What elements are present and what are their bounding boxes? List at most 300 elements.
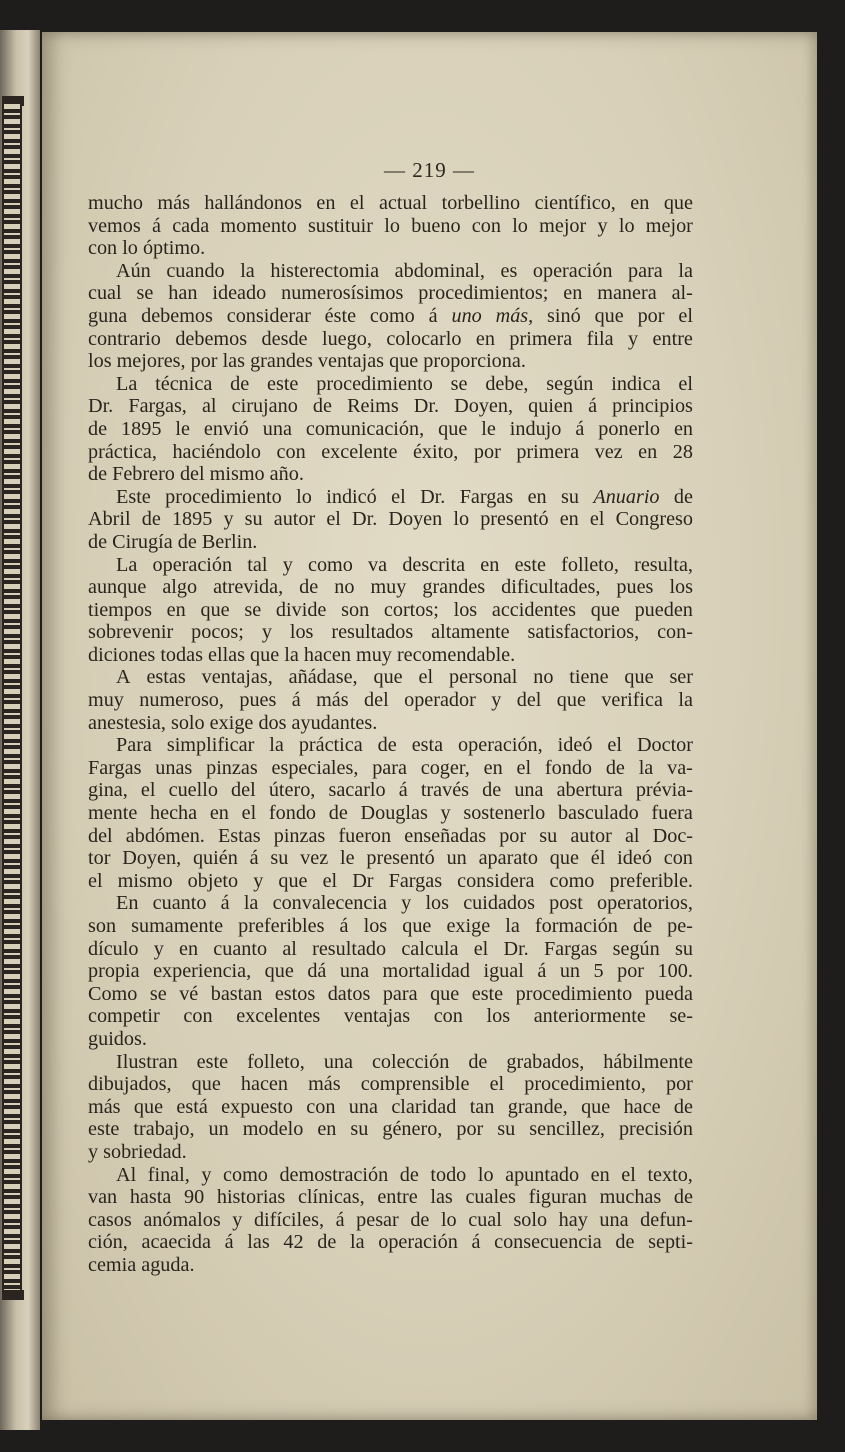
word: en [475, 327, 495, 350]
word: lo [618, 214, 635, 237]
text-line [88, 757, 693, 780]
word: Cirugía [112, 530, 178, 553]
word: ser [669, 666, 693, 689]
word: prévia- [635, 779, 693, 802]
word: todas [160, 643, 208, 666]
word: de [317, 1231, 337, 1254]
word: aguda. [141, 1253, 195, 1276]
word: folleto, [561, 553, 619, 576]
word: su [350, 1118, 369, 1141]
word: práctica [298, 734, 363, 757]
word: resultados [331, 621, 414, 644]
word: de [328, 802, 348, 825]
word: está [176, 1095, 208, 1118]
word: se [244, 598, 262, 621]
word: en [480, 553, 500, 576]
word: preferibles [238, 915, 325, 937]
word: los [88, 350, 117, 373]
word: en [559, 508, 579, 531]
word: descrita [402, 553, 466, 576]
word: y [223, 508, 234, 531]
word: de [299, 576, 319, 599]
word: A [116, 666, 131, 689]
word: cortos; [383, 598, 439, 621]
word: en [590, 1163, 610, 1186]
word: del [88, 824, 113, 847]
word: considerar [226, 304, 311, 327]
word: indicó [326, 485, 377, 508]
word: la [678, 689, 693, 712]
word: de [377, 734, 397, 757]
word: y [491, 689, 502, 712]
word: en [209, 802, 229, 825]
word: hecha [150, 802, 198, 825]
word: momento [220, 214, 297, 237]
word: calcula [401, 937, 459, 960]
word: autor [273, 508, 316, 531]
word: figuran [528, 1186, 587, 1209]
word: dibujados, [88, 1073, 172, 1096]
text-line [88, 1209, 693, 1232]
word: las [430, 1186, 453, 1209]
word: que [663, 192, 693, 214]
word: que [594, 304, 624, 327]
word: pocos; [191, 621, 244, 644]
word: considera [457, 869, 535, 892]
text-line [88, 237, 693, 260]
word: clínicas, [297, 1186, 365, 1209]
word: abdómen. [125, 824, 205, 847]
word: por [190, 350, 223, 373]
word: más [157, 192, 190, 214]
word: lo [512, 214, 528, 237]
word: del [179, 463, 210, 486]
word: quien [528, 395, 573, 418]
word: que [590, 598, 620, 621]
word: coger, [420, 756, 470, 779]
word: como [307, 553, 353, 576]
word: más [316, 689, 349, 712]
word: de [673, 485, 693, 508]
word: este [196, 1050, 229, 1073]
word: á [588, 395, 598, 418]
word: primera [516, 440, 580, 463]
word: que [624, 666, 654, 689]
word: Fargas, [128, 395, 187, 418]
word: lo [122, 237, 143, 260]
word: que [438, 417, 468, 440]
word: pueden [634, 598, 693, 621]
text-line [88, 870, 693, 893]
word: mismo [209, 463, 270, 486]
text-line [88, 192, 693, 215]
word: ideado [212, 282, 267, 305]
word: fila [586, 327, 614, 350]
word: de [468, 1050, 488, 1073]
text-line [88, 305, 693, 328]
word: acaecida [141, 1231, 211, 1254]
word: mismo [117, 869, 173, 892]
word: la [505, 915, 520, 937]
word: mejor [645, 214, 693, 237]
word: Anuario [593, 485, 660, 508]
word: 90 [183, 1186, 205, 1209]
word: sostenerlo [463, 802, 546, 825]
word: año. [269, 463, 304, 486]
text-line [88, 644, 693, 667]
word: expuesto [221, 1095, 293, 1118]
word: él [590, 847, 606, 870]
word: éxito, [412, 440, 459, 463]
word: cuidados [463, 892, 535, 915]
word: final, [147, 1163, 190, 1186]
word: dificultades, [501, 576, 601, 599]
text-line [88, 1186, 693, 1209]
word: los [289, 621, 314, 644]
word: cuales [465, 1186, 516, 1209]
word: 42 [283, 1231, 304, 1254]
word: la [240, 259, 255, 282]
word: septi- [648, 1231, 693, 1254]
word: son [341, 598, 370, 621]
word: de [482, 779, 502, 802]
word: operación, [458, 734, 543, 757]
word: que [200, 598, 230, 621]
word: apuntado [505, 1163, 580, 1186]
word: una [262, 417, 292, 440]
word: indica [611, 372, 661, 395]
word: Doctor [636, 734, 693, 757]
word: 1895 [121, 417, 162, 440]
word: principios [612, 395, 693, 418]
word: Doyen [388, 508, 443, 531]
word: procedimiento [165, 485, 282, 508]
word: tor [88, 847, 111, 870]
word: histerectomia [270, 259, 380, 282]
word: de [615, 1231, 635, 1254]
word: con [471, 214, 501, 237]
word: Fargas [543, 937, 598, 960]
word: grandes [422, 576, 486, 599]
word: Fargas [388, 869, 443, 892]
word: que [133, 1095, 164, 1118]
word: de [673, 1095, 693, 1118]
word: cuanto [213, 937, 268, 960]
word: procedimiento, [524, 1073, 646, 1096]
word: tiene [569, 666, 609, 689]
word: 5 [593, 960, 604, 983]
word: científico, [534, 192, 616, 214]
text-line [88, 486, 693, 509]
word: resulta, [634, 553, 693, 576]
text-line [88, 554, 693, 577]
word: y [628, 327, 639, 350]
word: trabajo, [133, 1118, 195, 1141]
word: se [136, 282, 154, 305]
word: son [88, 915, 117, 937]
word: procedimientos; [418, 282, 549, 305]
word: como [369, 304, 415, 327]
text-line [88, 847, 693, 870]
word: uno [451, 304, 482, 327]
word: lo [453, 508, 470, 531]
word: de [605, 756, 625, 779]
word: guna [88, 304, 128, 327]
word: 1895 [171, 508, 213, 531]
word: casos [88, 1208, 132, 1231]
word: del [516, 689, 542, 712]
word: debemos [141, 304, 213, 327]
word: ción, [88, 1231, 128, 1254]
word: operación [378, 1231, 458, 1254]
word: estos [274, 982, 316, 1005]
word: muy [370, 576, 407, 599]
word: han [168, 282, 198, 305]
word: verifica [601, 689, 663, 712]
word: mente [88, 802, 138, 825]
word: atrevida, [213, 576, 284, 599]
text-line [88, 1164, 693, 1187]
word: En [116, 892, 139, 915]
word: para [382, 982, 418, 1005]
word: más, [495, 304, 534, 327]
text-line [88, 350, 693, 373]
word: altamente [431, 621, 510, 644]
word: por [617, 960, 645, 983]
word: sumamente [131, 915, 224, 937]
word: proporciona. [423, 350, 526, 373]
word: de [673, 1186, 693, 1209]
word: al [201, 395, 217, 418]
word: envió [203, 417, 249, 440]
word: diciones [88, 643, 161, 666]
word: ventajas [343, 1005, 411, 1028]
word: fondo [544, 756, 593, 779]
word: una [348, 1095, 378, 1118]
word: ponerlo [598, 417, 660, 440]
text-line [88, 418, 693, 441]
word: anestesia, [88, 711, 171, 734]
word: el [326, 508, 341, 531]
word: exige [209, 711, 259, 734]
word: debemos [175, 327, 248, 350]
word: el [391, 485, 406, 508]
word: se- [669, 1005, 693, 1028]
word: los [486, 1005, 511, 1028]
word: Doyen, [454, 395, 514, 418]
word: técnica [155, 372, 213, 395]
word: á [249, 847, 259, 870]
word: de [88, 463, 113, 486]
word: ideó [617, 847, 652, 870]
book-page [42, 32, 817, 1420]
word: y [232, 1208, 243, 1231]
text-line [88, 734, 693, 757]
word: una [323, 1050, 353, 1073]
word: de [230, 372, 250, 395]
word: igual [483, 960, 524, 983]
word: recomendable. [396, 643, 516, 666]
word: y [282, 553, 293, 576]
word: guidos. [88, 1027, 147, 1050]
word: el [88, 869, 103, 892]
word: muchas [599, 1186, 662, 1209]
word: de [632, 915, 653, 937]
word: basculado [557, 802, 639, 825]
word: especiales, [271, 756, 359, 779]
word: pueda [644, 982, 693, 1005]
text-line [88, 983, 693, 1006]
word: los [363, 915, 388, 937]
text-line [88, 395, 693, 418]
word: sobriedad. [103, 1140, 187, 1163]
word: su [497, 1118, 516, 1141]
word: que [191, 1073, 221, 1096]
word: mejor [539, 214, 587, 237]
word: Dr. [352, 508, 378, 531]
word: operador [404, 689, 476, 712]
word: cuello [168, 779, 218, 802]
word: cuanto [152, 892, 207, 915]
word: de [410, 1208, 430, 1231]
word: Ilustran [116, 1050, 178, 1073]
word: Este [116, 485, 151, 508]
word: Doyen, [122, 847, 182, 870]
word: estas [146, 666, 186, 689]
word: experiencia, [153, 960, 252, 983]
word: los [669, 576, 693, 599]
word: con [433, 1005, 463, 1028]
word: desde [261, 327, 308, 350]
text-line [88, 825, 693, 848]
word: lo [477, 1163, 494, 1186]
word: post [549, 892, 583, 915]
word: divide [275, 598, 327, 621]
word: 100. [657, 960, 693, 983]
word: abdominal, [394, 259, 485, 282]
word: en [166, 598, 186, 621]
word: anómalos [143, 1208, 221, 1231]
word: Dr. [420, 485, 446, 508]
word: y [253, 869, 264, 892]
word: operatorios, [597, 892, 693, 915]
text-line [88, 328, 693, 351]
word: competir [88, 1005, 160, 1028]
word: enseñadas [404, 824, 487, 847]
word: no [334, 576, 355, 599]
word: todo [430, 1163, 467, 1186]
word: ayudantes. [291, 711, 378, 734]
word: sustituir [307, 214, 373, 237]
word: autor [570, 824, 612, 847]
word: fuera [651, 802, 693, 825]
word: útero, [268, 779, 316, 802]
word: al [624, 824, 640, 847]
word: grandes [250, 350, 318, 373]
word: á [575, 417, 585, 440]
word: La [116, 372, 138, 395]
word: este [471, 982, 504, 1005]
ornament-corner [2, 1290, 24, 1300]
text-line [88, 915, 693, 938]
word: presentó [366, 847, 435, 870]
word: aparato [478, 847, 538, 870]
word: al- [671, 282, 693, 305]
word: le [481, 417, 496, 440]
word: hace [623, 1095, 661, 1118]
word: la [269, 734, 284, 757]
word: exige [446, 915, 491, 937]
word: Abril [88, 508, 131, 531]
word: la [638, 756, 654, 779]
text-line [88, 802, 693, 825]
word: debe, [485, 372, 529, 395]
text-line [88, 960, 693, 983]
word: cirujano [231, 395, 298, 418]
word: Congreso [615, 508, 693, 531]
word: en [638, 440, 658, 463]
word: luego, [321, 327, 372, 350]
text-line [88, 215, 693, 238]
word: con- [657, 621, 693, 644]
word: tan [469, 1095, 495, 1118]
word: modelo [242, 1118, 304, 1141]
word: que [430, 982, 460, 1005]
word: el [489, 1073, 505, 1096]
text-line [88, 1118, 693, 1141]
word: primera [509, 327, 573, 350]
text-line [88, 779, 693, 802]
word: los [453, 598, 478, 621]
word: hasta [129, 1186, 172, 1209]
word: que [549, 847, 579, 870]
word: mortalidad [382, 960, 470, 983]
word: en [527, 485, 547, 508]
word: Dr. [503, 937, 529, 960]
word: lo [440, 1208, 457, 1231]
word: le [175, 417, 190, 440]
text-line [88, 712, 693, 735]
word: según [612, 937, 660, 960]
word: Febrero [112, 463, 180, 486]
word: la [349, 1231, 365, 1254]
word: indujo [509, 417, 562, 440]
word: pues [616, 576, 654, 599]
word: á [224, 1231, 234, 1254]
word: va- [667, 756, 693, 779]
word: el [140, 779, 156, 802]
word: Dr. [88, 395, 114, 418]
word: Para [116, 734, 152, 757]
word: de [88, 417, 108, 440]
word: los [425, 892, 449, 915]
word: ellas [208, 643, 251, 666]
word: formación [534, 915, 618, 937]
word: de [177, 530, 202, 553]
word: accidentes [491, 598, 576, 621]
word: personal [448, 666, 518, 689]
text-line [88, 1005, 693, 1028]
word: un [559, 960, 581, 983]
word: grande, [507, 1095, 568, 1118]
word: vez [594, 440, 623, 463]
text-line [88, 938, 693, 961]
word: precisión [618, 1118, 693, 1141]
word: mejores, [116, 350, 191, 373]
text-line [88, 666, 693, 689]
word: pe- [667, 915, 693, 937]
word: por [456, 1118, 484, 1141]
